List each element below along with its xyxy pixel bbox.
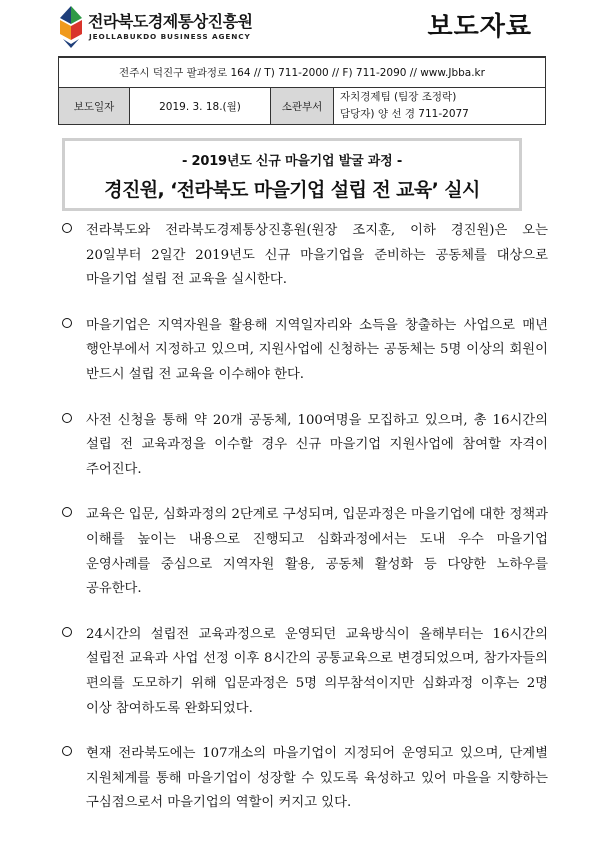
org-name-korean: 전라북도경제통상진흥원 — [88, 12, 253, 31]
paragraph-text: 현재 전라북도에는 107개소의 마을기업이 지정되어 운영되고 있으며, 단계별 지원체계를 통해 마을기업이 성장할 수 있도록 육성하고 있어 마을을 지향하는 구심점으로서 마을기업의 역할이 커지고 있다. — [86, 746, 548, 811]
headline-title: 경진원, ‘전라북도 마을기업 설립 전 교육’ 실시 — [104, 179, 480, 201]
release-date-label: 보도일자 — [59, 88, 130, 125]
body-paragraph — [58, 409, 548, 483]
body-paragraph — [58, 314, 548, 388]
body-paragraph — [58, 219, 548, 293]
article-body — [58, 219, 548, 837]
department-contact — [334, 88, 546, 125]
headline-box — [62, 138, 522, 211]
contact-address: 전주시 덕진구 팔과정로 164 // T) 711-2000 // F) 711-2090 // www.Jbba.kr — [59, 57, 546, 88]
press-info-table — [58, 56, 546, 125]
circle-bullet-icon — [62, 507, 72, 517]
document-type-label: 보도자료 — [427, 12, 532, 42]
paragraph-text: 24시간의 설립전 교육과정으로 운영되던 교육방식이 올해부터는 16시간의 설립전 교육과 사업 선정 이후 8시간의 공통교육으로 변경되었으며, 참가자들의 편의를 도모하기 위해 입문과정은 5명 의무참석이지만 심화과정 이후는 2명 이상 참여하도록 완화되었다. — [86, 626, 548, 716]
headline-subtitle: - 2019년도 신규 마을기업 발굴 과정 - — [181, 154, 403, 169]
body-paragraph — [58, 623, 548, 721]
circle-bullet-icon — [62, 746, 72, 756]
release-date-value: 2019. 3. 18.(월) — [130, 88, 271, 125]
circle-bullet-icon — [62, 413, 72, 423]
paragraph-text: 교육은 입문, 심화과정의 2단계로 구성되며, 입문과정은 마을기업에 대한 정책과 이해를 높이는 내용으로 진행되고 심화과정에서는 도내 우수 마을기업 운영사례를 중심으로 지역자원 활용, 공동체 활성화 등 다양한 노하우를 공유한다. — [86, 507, 548, 597]
body-paragraph — [58, 503, 548, 601]
department-person: 담당자) 양 선 경 711-2077 — [340, 108, 469, 120]
circle-bullet-icon — [62, 223, 72, 233]
paragraph-text: 사전 신청을 통해 약 20개 공동체, 100여명을 모집하고 있으며, 총 16시간의 설립 전 교육과정을 이수할 경우 신규 마을기업 지원사업에 참여할 자격이 주어진다. — [86, 412, 548, 477]
paragraph-text: 전라북도와 전라북도경제통상진흥원(원장 조지훈, 이하 경진원)은 오는 20일부터 2일간 2019년도 신규 마을기업을 준비하는 공동체를 대상으로 마을기업 설립 전 교육을 실시한다. — [86, 223, 548, 288]
body-paragraph — [58, 742, 548, 816]
department-team: 자치경제팀 (팀장 조정락) — [340, 91, 457, 103]
agency-logo-icon — [60, 6, 82, 48]
paragraph-text: 마을기업은 지역자원을 활용해 지역일자리와 소득을 창출하는 사업으로 매년 행안부에서 지정하고 있으며, 지원사업에 신청하는 공동체는 5명 이상의 회원이 반드시 설립 전 교육을 이수해야 한다. — [86, 317, 548, 382]
document-header — [60, 0, 540, 54]
org-name-english: JEOLLABUKDO BUSINESS AGENCY — [89, 32, 251, 41]
circle-bullet-icon — [62, 627, 72, 637]
circle-bullet-icon — [62, 318, 72, 328]
department-label: 소관부서 — [271, 88, 334, 125]
